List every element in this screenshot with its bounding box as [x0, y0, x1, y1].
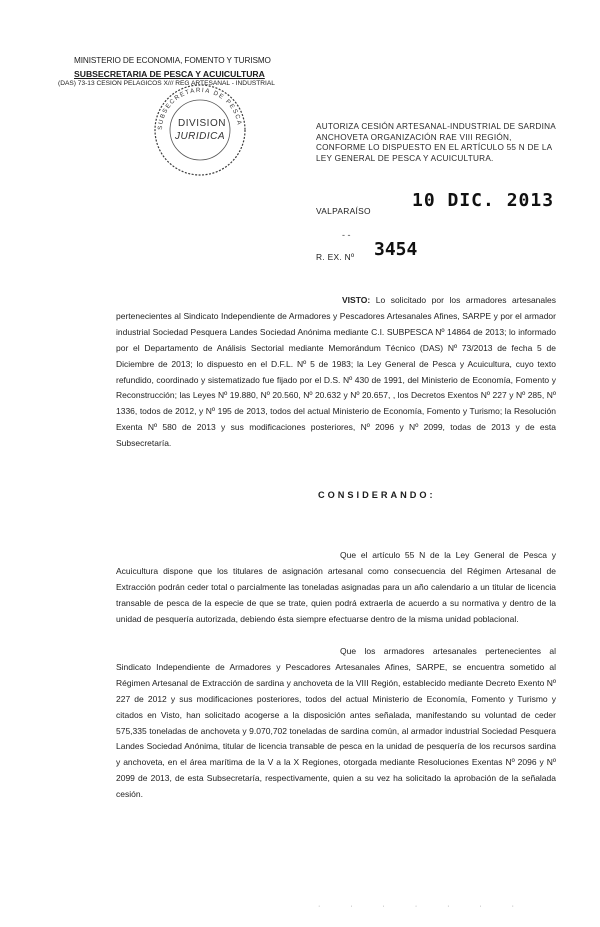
- ministry-name: MINISTERIO DE ECONOMIA, FOMENTO Y TURISMO: [74, 56, 271, 65]
- subsecretaria-name: SUBSECRETARIA DE PESCA Y ACUICULTURA: [74, 69, 265, 79]
- stamp-ring-text: SUBSECRETARIA DE PESCA: [156, 86, 243, 131]
- resolution-label: R. EX. Nº: [316, 252, 355, 262]
- resolution-dashes: - -: [342, 230, 351, 240]
- visto-label: VISTO:: [342, 295, 371, 305]
- resolution-number: 3454: [374, 239, 418, 260]
- reference-line: (DAS) 73-13 CESION PELAGICOS X/// REG ARTESANAL - INDUSTRIAL: [58, 80, 275, 87]
- footer-marks: · · · · · · ·: [318, 903, 528, 910]
- paragraph-text: Que el artículo 55 N de la Ley General de Pesca y Acuicultura dispone que los titulares de asignación artesanal como consecuencia del Régimen Artesanal de Extracción podrán ceder total o parcialmente las toneladas asignadas para un año calendario a un titular de licencia transable de pesca de la especie de que se trate, quien podrá extraerla de acuerdo a su normativa y dentro de la unidad de pesquería autorizada, debiendo ésta siempre efectuarse dentro de la misma unidad poblacional.: [116, 550, 556, 624]
- considerando-paragraph: [116, 548, 556, 628]
- visto-text: Lo solicitado por los armadores artesanales pertenecientes al Sindicato Independiente de Armadores y Pescadores Artesanales Afines, SARPE y por el armador industrial Sociedad Pesquera Landes Sociedad Anónima mediante C.I. SUBPESCA Nº 14864 de 2013; lo informado por el Departamento de Análisis Sectorial mediante Memorándum Técnico (DAS) Nº 73/2013 de fecha 5 de Diciembre de 2013; lo dispuesto en el D.F.L. Nº 5 de 1983; la Ley General de Pesca y Acuicultura, cuyo texto refundido, coordinado y sistematizado fue fijado por el D.S. Nº 430 de 1991, del Ministerio de Economía, Fomento y Reconstrucción; las Leyes Nº 19.880, Nº 20.560, Nº 20.632 y Nº 20.657, , los Decretos Exentos Nº 227 y Nº 285, Nº 1336, todos de 2012, y Nº 195 de 2013, todos del actual Ministerio de Economía, Fomento y Turismo; la Resolución Exenta Nº 580 de 2013 y sus modificaciones posteriores, Nº 2096 y Nº 2099, todas de 2013 y de esta Subsecretaría.: [116, 295, 556, 449]
- resolution-date: 10 DIC. 2013: [412, 190, 555, 211]
- considerando-paragraph: [116, 644, 556, 803]
- visto-section: [116, 293, 556, 452]
- resolution-subject: AUTORIZA CESIÓN ARTESANAL-INDUSTRIAL DE SARDINA ANCHOVETA ORGANIZACIÓN RAE VIII REGIÓN, CONFORME LO DISPUESTO EN EL ARTÍCULO 55 N DE LA LEY GENERAL DE PESCA Y ACUICULTURA.: [316, 122, 556, 163]
- stamp-line2: JURIDICA: [174, 131, 226, 142]
- stamp-line1: DIVISION: [178, 118, 226, 129]
- considerando-heading: CONSIDERANDO:: [318, 490, 436, 500]
- paragraph-text: Que los armadores artesanales pertenecientes al Sindicato Independiente de Armadores y Pescadores Artesanales Afines, SARPE, se encuentra sometido al Régimen Artesanal de Extracción de sardina y anchoveta de la VIII Región, establecido mediante Decreto Exento Nº 227 de 2012 y sus modificaciones posteriores, todos del actual Ministerio de Economía, Fomento y Turismo y citados en Visto, han solicitado acogerse a la disposición antes señalada, manifestando su voluntad de ceder 575,335 toneladas de anchoveta y 9.070,702 toneladas de sardina común, al armador industrial Sociedad Pesquera Landes Sociedad Anónima, titular de licencia transable de pesca en la unidad de pesquería de los recursos sardina y anchoveta, en el área marítima de la V a la X Regiones, otorgada mediante Resoluciones Exentas Nº 2096 y Nº 2099 de 2013, de esta Subsecretaría, respectivamente, quien a su vez ha solicitado la aprobación de la señalada cesión.: [116, 646, 556, 800]
- place-label: VALPARAÍSO: [316, 206, 371, 216]
- division-juridica-stamp: [152, 82, 248, 178]
